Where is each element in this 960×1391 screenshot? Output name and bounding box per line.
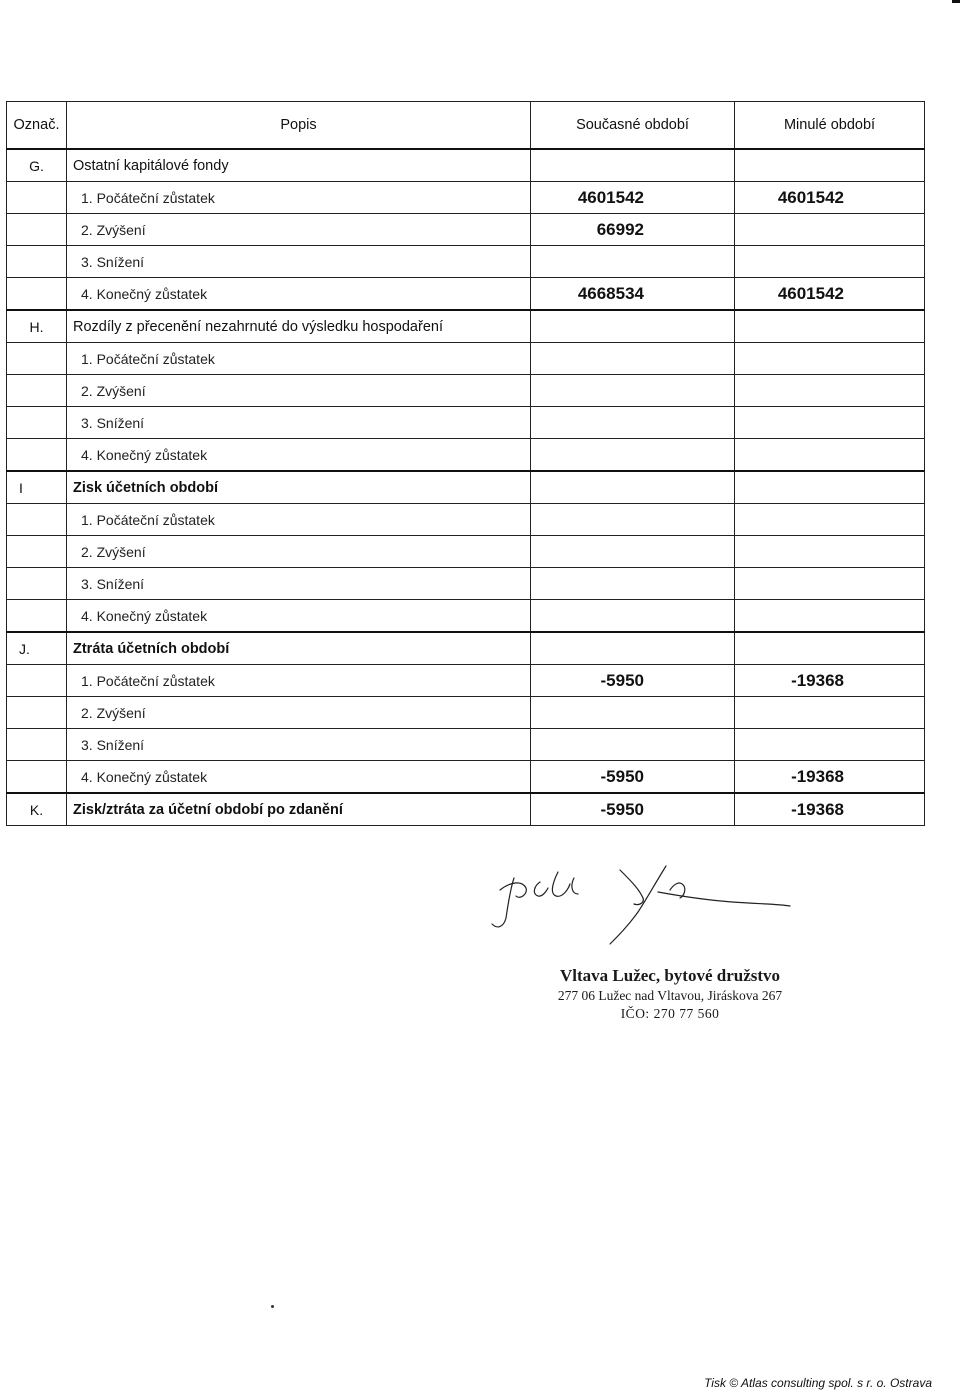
previous-value xyxy=(735,343,925,375)
signature xyxy=(470,860,810,950)
section-row xyxy=(7,471,925,504)
previous-value xyxy=(735,632,925,665)
row-label: 3. Snížení xyxy=(67,568,531,600)
total-previous-value: -19368 xyxy=(735,793,925,826)
table-row xyxy=(7,375,925,407)
row-label: 4. Konečný zůstatek xyxy=(67,439,531,472)
header-description: Popis xyxy=(67,102,531,150)
table-row xyxy=(7,761,925,794)
current-value xyxy=(531,343,735,375)
current-value: 66992 xyxy=(531,214,735,246)
previous-value xyxy=(735,439,925,472)
row-label: 4. Konečný zůstatek xyxy=(67,600,531,633)
row-code xyxy=(7,665,67,697)
previous-value xyxy=(735,310,925,343)
previous-value: -19368 xyxy=(735,665,925,697)
row-code xyxy=(7,536,67,568)
current-value xyxy=(531,246,735,278)
previous-value xyxy=(735,149,925,182)
total-title: Zisk/ztráta za účetní období po zdanění xyxy=(67,793,531,826)
row-code xyxy=(7,214,67,246)
row-label: 4. Konečný zůstatek xyxy=(67,278,531,311)
total-row xyxy=(7,793,925,826)
table-header-row xyxy=(7,102,925,150)
row-label: 4. Konečný zůstatek xyxy=(67,761,531,794)
section-row xyxy=(7,149,925,182)
current-value xyxy=(531,407,735,439)
previous-value xyxy=(735,246,925,278)
previous-value xyxy=(735,729,925,761)
row-code xyxy=(7,375,67,407)
previous-value xyxy=(735,471,925,504)
equity-statement-table xyxy=(6,101,925,826)
table-row xyxy=(7,182,925,214)
current-value xyxy=(531,439,735,472)
table-row xyxy=(7,246,925,278)
table-row xyxy=(7,536,925,568)
row-label: 3. Snížení xyxy=(67,246,531,278)
row-code xyxy=(7,407,67,439)
header-current-period: Současné období xyxy=(531,102,735,150)
table-row xyxy=(7,407,925,439)
row-code xyxy=(7,182,67,214)
previous-value xyxy=(735,600,925,633)
current-value: 4601542 xyxy=(531,182,735,214)
previous-value xyxy=(735,214,925,246)
previous-value xyxy=(735,697,925,729)
row-code xyxy=(7,697,67,729)
stamp-address: 277 06 Lužec nad Vltavou, Jiráskova 267 xyxy=(557,988,783,1003)
row-code xyxy=(7,600,67,633)
table-row xyxy=(7,439,925,472)
current-value xyxy=(531,729,735,761)
row-label: 2. Zvýšení xyxy=(67,697,531,729)
previous-value xyxy=(735,536,925,568)
table-row xyxy=(7,214,925,246)
previous-value xyxy=(735,407,925,439)
section-row xyxy=(7,632,925,665)
current-value: -5950 xyxy=(531,665,735,697)
table-row xyxy=(7,600,925,633)
section-code: J. xyxy=(7,632,67,665)
stamp-company-id: IČO: 270 77 560 xyxy=(620,1006,720,1021)
row-label: 1. Počáteční zůstatek xyxy=(67,343,531,375)
row-label: 2. Zvýšení xyxy=(67,375,531,407)
row-label: 1. Počáteční zůstatek xyxy=(67,182,531,214)
current-value: 4668534 xyxy=(531,278,735,311)
current-value xyxy=(531,536,735,568)
previous-value: 4601542 xyxy=(735,182,925,214)
row-label: 1. Počáteční zůstatek xyxy=(67,504,531,536)
total-code: K. xyxy=(7,793,67,826)
row-code xyxy=(7,278,67,311)
row-code xyxy=(7,343,67,375)
section-code: I xyxy=(7,471,67,504)
stamp-company-name: Vltava Lužec, bytové družstvo xyxy=(559,966,781,985)
current-value xyxy=(531,471,735,504)
previous-value xyxy=(735,375,925,407)
current-value xyxy=(531,568,735,600)
previous-value: 4601542 xyxy=(735,278,925,311)
row-label: 3. Snížení xyxy=(67,407,531,439)
row-code xyxy=(7,439,67,472)
row-code xyxy=(7,568,67,600)
row-code xyxy=(7,246,67,278)
previous-value: -19368 xyxy=(735,761,925,794)
section-title: Zisk účetních období xyxy=(67,471,531,504)
current-value xyxy=(531,375,735,407)
previous-value xyxy=(735,568,925,600)
row-code xyxy=(7,729,67,761)
row-code xyxy=(7,761,67,794)
section-title: Ztráta účetních období xyxy=(67,632,531,665)
section-title: Ostatní kapitálové fondy xyxy=(67,149,531,182)
table-row xyxy=(7,697,925,729)
table-row xyxy=(7,729,925,761)
table-row xyxy=(7,343,925,375)
section-title: Rozdíly z přecenění nezahrnuté do výsledku hospodaření xyxy=(67,310,531,343)
section-code: G. xyxy=(7,149,67,182)
section-row xyxy=(7,310,925,343)
section-code: H. xyxy=(7,310,67,343)
total-current-value: -5950 xyxy=(531,793,735,826)
table-row xyxy=(7,278,925,311)
current-value xyxy=(531,310,735,343)
print-footer: Tisk © Atlas consulting spol. s r. o. Ostrava xyxy=(704,1376,932,1390)
header-previous-period: Minulé období xyxy=(735,102,925,150)
company-stamp xyxy=(520,966,820,1022)
page-corner-mark xyxy=(952,0,960,3)
row-label: 2. Zvýšení xyxy=(67,214,531,246)
current-value xyxy=(531,697,735,729)
current-value xyxy=(531,149,735,182)
table-row xyxy=(7,504,925,536)
previous-value xyxy=(735,504,925,536)
current-value: -5950 xyxy=(531,761,735,794)
row-label: 2. Zvýšení xyxy=(67,536,531,568)
current-value xyxy=(531,600,735,633)
table-row xyxy=(7,568,925,600)
header-code: Označ. xyxy=(7,102,67,150)
row-label: 3. Snížení xyxy=(67,729,531,761)
row-label: 1. Počáteční zůstatek xyxy=(67,665,531,697)
current-value xyxy=(531,632,735,665)
current-value xyxy=(531,504,735,536)
row-code xyxy=(7,504,67,536)
table-row xyxy=(7,665,925,697)
speck xyxy=(271,1305,274,1308)
